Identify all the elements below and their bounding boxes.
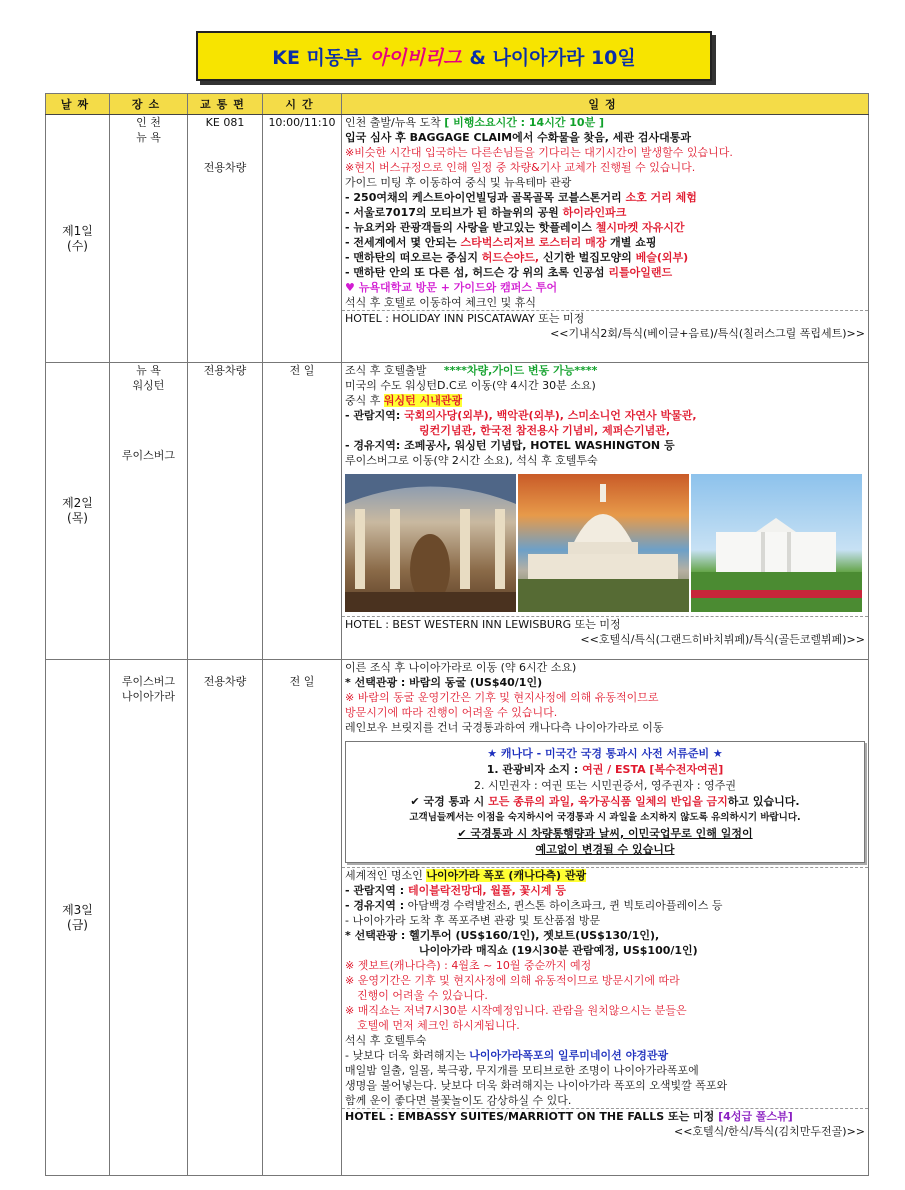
- day1-l13: 석식 후 호텔로 이동하여 체크인 및 휴식: [345, 296, 536, 309]
- day3-m13b: 나이아가라폭포의 일루미네이션 야경관광: [469, 1049, 669, 1062]
- page-title: [196, 31, 712, 81]
- day1-place1: 인 천: [136, 116, 161, 129]
- day2-schedule-cell: [342, 363, 869, 660]
- day2-l3a: 중식 후: [345, 394, 381, 407]
- day1-l4: ※현지 버스규정으로 인해 일정 중 차량&기사 교체가 진행될 수 있습니다.: [345, 161, 696, 174]
- day2-meals: <<호텔식/특식(그랜드히바치뷔페)/특식(골든코렐뷔페)>>: [580, 633, 865, 646]
- box-r2: 2. 시민권자 : 여권 또는 시민권증서, 영주권자 : 영주권: [474, 779, 736, 792]
- day2-time: 전 일: [289, 364, 315, 377]
- white-house-photo: [691, 474, 862, 612]
- day1-l2: 입국 심사 후 BAGGAGE CLAIM에서 수화물을 찾음, 세관 검사대통과: [345, 131, 691, 144]
- day3-m1a: 세계적인 명소인: [345, 869, 423, 882]
- box-title: ★ 캐나다 - 미국간 국경 통과시 사전 서류준비 ★: [487, 747, 723, 760]
- day1-l7b: 하이라인파크: [562, 206, 627, 219]
- border-document-box: [345, 741, 865, 863]
- box-r6: 예고없이 변경될 수 있습니다: [535, 843, 675, 856]
- itinerary-table: [45, 93, 869, 1176]
- box-r3b: 모든 종류의 과일, 육가공식품 일체의 반입을 금지: [488, 795, 728, 808]
- day1-label: 제1일: [62, 223, 93, 238]
- day1-l6b: 소호 거리 체험: [625, 191, 697, 204]
- day3-m11: 호텔에 먼저 체크인 하시게됩니다.: [357, 1019, 520, 1032]
- day3-m2b: 테이블락전망대, 월풀, 꽃시계 등: [407, 884, 566, 897]
- day3-time-cell: [263, 660, 342, 1176]
- day2-l6: - 경유지역: 조페공사, 워싱턴 기념탑, HOTEL WASHINGTON 등: [345, 439, 675, 452]
- header-day: 날짜: [46, 94, 110, 115]
- day3-time: 전 일: [289, 675, 315, 688]
- day2-row: [46, 363, 869, 660]
- day1-l12: ♥ 뉴욕대학교 방문 + 가이드와 캠퍼스 투어: [345, 281, 558, 294]
- day3-m7: ※ 젯보트(캐나다측) : 4월초 ~ 10월 중순까지 예정: [345, 959, 592, 972]
- day3-m16: 함께 운이 좋다면 불꽃놀이도 감상하실 수 있다.: [345, 1094, 572, 1107]
- day1-transport-cell: [188, 115, 263, 363]
- day3-vehicle: 전용차량: [203, 675, 247, 688]
- day3-m12: 석식 후 호텔투숙: [345, 1034, 427, 1047]
- day3-l5: 레인보우 브릿지를 건너 국경통과하여 캐나다측 나이아가라로 이동: [345, 721, 664, 734]
- box-r4: 고객님들께서는 이점을 숙지하시어 국경통과 시 과일을 소지하지 않도록 유의하시기 바랍니다.: [409, 812, 801, 823]
- day3-transport-cell: [188, 660, 263, 1176]
- day3-m10: ※ 매직쇼는 저녁7시30분 시작예정입니다. 관람을 원치않으시는 분들은: [345, 1004, 687, 1017]
- day1-vehicle: 전용차량: [203, 161, 247, 174]
- day1-l8b: 첼시마켓 자유시간: [595, 221, 685, 234]
- day1-l3: ※비슷한 시간대 입국하는 다른손님들을 기다리는 대기시간이 발생할수 있습니다.: [345, 146, 733, 159]
- day1-l11b: 리틀아일랜드: [608, 266, 673, 279]
- day2-transport-cell: [188, 363, 263, 660]
- header-schedule: 일정: [342, 94, 869, 115]
- day2-l1a: 조식 후 호텔출발: [345, 364, 427, 377]
- day1-l11a: - 맨하탄 안의 또 다른 섬, 허드슨 강 위의 초록 인공섬: [345, 266, 605, 279]
- day1-l10c: 신기한 벌집모양의: [542, 251, 632, 264]
- day1-place2: 뉴 욕: [136, 131, 161, 144]
- day3-m3a: - 경유지역 :: [345, 899, 405, 912]
- day3-m2a: - 관람지역 :: [345, 884, 405, 897]
- box-r1a: 1. 관광비자 소지 :: [486, 763, 579, 776]
- day3-hotel-grade: [4성급 폴스뷰]: [718, 1110, 793, 1123]
- day1-l1a: 인천 출발/뉴욕 도착: [345, 116, 441, 129]
- header-row: [46, 94, 869, 115]
- day3-l3: ※ 바람의 동굴 운영기간은 기후 및 현지사정에 의해 유동적이므로: [345, 691, 659, 704]
- day3-place2: 나이아가라: [121, 690, 176, 703]
- day3-m13a: - 낮보다 더욱 화려해지는: [345, 1049, 466, 1062]
- box-r1b: 여권 / ESTA [복수전자여권]: [582, 763, 724, 776]
- box-r3a: ✔ 국경 통과 시: [410, 795, 485, 808]
- day3-m9: 진행이 어려울 수 있습니다.: [357, 989, 488, 1002]
- day1-flight-duration: [ 비행소요시간 : 14시간 10분 ]: [444, 116, 605, 129]
- day2-place2: 워싱턴: [132, 379, 165, 392]
- day3-m3b: 아담백경 수력발전소, 퀸스톤 하이츠파크, 퀸 빅토리아플레이스 등: [407, 899, 723, 912]
- day3-hotel: HOTEL : EMBASSY SUITES/MARRIOTT ON THE FALLS 또는 미정: [345, 1110, 715, 1123]
- day2-time-cell: [263, 363, 342, 660]
- header-place: 장소: [110, 94, 188, 115]
- day2-l1b: ****차량,가이드 변동 가능****: [443, 364, 598, 377]
- day1-l9b: 스타벅스리저브 로스터리 매장: [460, 236, 607, 249]
- day3-m14: 매일밤 일출, 일몰, 북극광, 무지개를 모티브로한 조명이 나이아가라폭포에: [345, 1064, 699, 1077]
- museum-photo: [345, 474, 516, 612]
- day1-l7a: - 서울로7017의 모티브가 된 하늘위의 공원: [345, 206, 559, 219]
- day3-m5: * 선택관광 : 헬기투어 (US$160/1인), 젯보트(US$130/1인),: [345, 929, 660, 942]
- day2-photo-strip: [345, 474, 865, 612]
- day2-vehicle: 전용차량: [203, 364, 247, 377]
- day2-l2: 미국의 수도 워싱턴D.C로 이동(약 4시간 30분 소요): [345, 379, 596, 392]
- day1-l10b: 허드슨야드,: [481, 251, 540, 264]
- day3-schedule-cell: [342, 660, 869, 1176]
- day2-l3b: 워싱턴 시내관광: [383, 394, 463, 407]
- day1-l9c: 개별 쇼핑: [610, 236, 657, 249]
- day3-place1: 루이스버그: [121, 675, 176, 688]
- day3-l2: * 선택관광 : 바람의 동굴 (US$40/1인): [345, 676, 543, 689]
- day1-place-cell: [110, 115, 188, 363]
- day3-m6: 나이아가라 매직쇼 (19시30분 관람예정, US$100/1인): [419, 944, 698, 957]
- day1-time-cell: [263, 115, 342, 363]
- day3-weekday: (금): [67, 917, 88, 932]
- day1-l6a: - 250여채의 케스트아이언빌딩과 골목골목 코블스톤거리: [345, 191, 622, 204]
- title-part1: KE 미동부: [272, 46, 362, 69]
- day1-l8a: - 뉴요커와 관광객들의 사랑을 받고있는 핫플레이스: [345, 221, 592, 234]
- day1-row: [46, 115, 869, 363]
- day2-weekday: (목): [67, 511, 88, 525]
- day1-weekday: (수): [67, 238, 88, 253]
- day1-l10d: 베슬(외부): [635, 251, 689, 264]
- day3-l1: 이른 조식 후 나이아가라로 이동 (약 6시간 소요): [345, 661, 577, 674]
- day2-label: 제2일: [62, 496, 93, 510]
- title-part3: & 나이아가라 10일: [469, 46, 636, 69]
- day1-l5: 가이드 미팅 후 이동하여 중식 및 뉴욕테마 관광: [345, 176, 572, 189]
- day3-row: [46, 660, 869, 1176]
- header-transport: 교통편: [188, 94, 263, 115]
- day3-label-cell: [46, 660, 110, 1176]
- day1-schedule-cell: [342, 115, 869, 363]
- day2-l7: 루이스버그로 이동(약 2시간 소요), 석식 후 호텔투숙: [345, 454, 598, 467]
- day3-meals: <<호텔식/한식/특식(김치만두전골)>>: [674, 1125, 865, 1138]
- box-r3c: 하고 있습니다.: [727, 795, 800, 808]
- day2-label-cell: [46, 363, 110, 660]
- day1-meals: <<기내식2회/특식(베이글+음료)/특식(칠러스그릴 폭립세트)>>: [550, 327, 865, 340]
- day1-hotel: HOTEL : HOLIDAY INN PISCATAWAY 또는 미정: [342, 310, 868, 326]
- day2-place-cell: [110, 363, 188, 660]
- day2-l4a: - 관람지역:: [345, 409, 401, 422]
- day1-flight: KE 081: [205, 116, 245, 129]
- day3-label: 제3일: [62, 902, 93, 917]
- day3-l4: 방문시기에 따라 진행이 어려울 수 있습니다.: [345, 706, 558, 719]
- day1-label-cell: [46, 115, 110, 363]
- box-r5: ✔ 국경통과 시 차량통행량과 날씨, 이민국업무로 인해 일정이: [457, 827, 753, 840]
- day2-l5: 링컨기념관, 한국전 참전용사 기념비, 제퍼슨기념관,: [419, 424, 670, 437]
- day3-m1b: 나이아가라 폭포 (캐나다측) 관광: [426, 869, 587, 882]
- day3-place-cell: [110, 660, 188, 1176]
- day1-time: 10:00/11:10: [268, 116, 336, 129]
- day2-place3: 루이스버그: [121, 449, 176, 462]
- day2-l4b: 국회의사당(외부), 백악관(외부), 스미소니언 자연사 박물관,: [404, 409, 697, 422]
- capitol-photo: [518, 474, 689, 612]
- day1-l10a: - 맨하탄의 떠오르는 중심지: [345, 251, 478, 264]
- day2-place1: 뉴 욕: [136, 364, 161, 377]
- day1-l9a: - 전세계에서 몇 안되는: [345, 236, 457, 249]
- day3-m15: 생명을 불어넣는다. 낮보다 더욱 화려해지는 나이아가라 폭포의 오색빛깔 폭포와: [345, 1079, 728, 1092]
- day2-hotel: HOTEL : BEST WESTERN INN LEWISBURG 또는 미정: [342, 616, 868, 632]
- day3-m8: ※ 운영기간은 기후 및 현지사정에 의해 유동적이므로 방문시기에 따라: [345, 974, 680, 987]
- day3-m4: - 나이아가라 도착 후 폭포주변 관광 및 토산품점 방문: [345, 914, 601, 927]
- header-time: 시간: [263, 94, 342, 115]
- title-part2: 아이비리그: [369, 46, 462, 69]
